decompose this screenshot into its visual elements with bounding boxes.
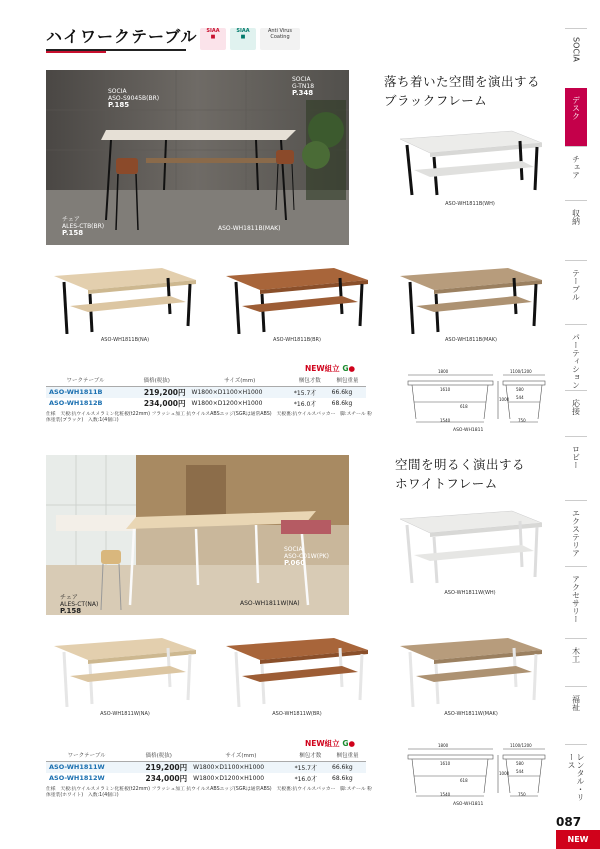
product-label: ASO-WH1811W(NA) [100, 711, 150, 717]
tab-label: 福祉 [571, 695, 581, 711]
product-label: ASO-WH1811W(WH) [444, 590, 496, 596]
table-row: ASO-WH1812B 234,000円 W1800×D1200×H1000 *16.0才 68.6kg [49, 398, 353, 408]
product-image-white-na [50, 632, 200, 707]
tab-7[interactable] [565, 436, 587, 500]
tab-label: アクセサリー [571, 575, 581, 623]
photo-caption-table: ASO-WH1811B(MAK) [218, 225, 281, 232]
siaa-logo-2: SIAA ■ [230, 28, 256, 50]
page-number: 087 [556, 815, 582, 829]
black-heading: 落ち着いた空間を演出する ブラックフレーム [384, 74, 541, 108]
tab-12[interactable] [565, 744, 587, 808]
anti-virus-logo: Anti Virus Coating [260, 28, 300, 50]
photo-caption-socia-2: SOCIA G-TN18 P.348 [292, 76, 315, 97]
product-image-white-mak [396, 632, 546, 707]
photo-caption-chair: チェア ALES-CTB(BR) P.158 [62, 216, 105, 237]
tab-label: 木工 [571, 647, 581, 663]
product-label: ASO-WH1811B(BR) [273, 337, 321, 343]
tab-label: レンタル・リース [567, 753, 585, 801]
black-dimension-drawing: 1800 1100/1200 1610 580 544 1540 750 618 1000 ASO-WH1811 [398, 367, 558, 437]
tab-label: テーブル [571, 269, 581, 301]
product-image-black-wh [392, 125, 547, 197]
tab-2[interactable] [565, 146, 587, 200]
tab-1[interactable] [565, 88, 587, 146]
black-price-table: ワークテーブル 価格(税抜) サイズ(mm) 梱包才数 梱包重量 ASO-WH1811B 219,200円 W1800×D1100×H1000 *15.7才 66.6kg ASO-WH1812B 234,000円 W1800×D1200×H1000 *16.0才 68.6kg [46, 375, 366, 409]
tab-0[interactable] [565, 28, 587, 88]
tab-6[interactable] [565, 390, 587, 436]
product-image-black-mak [396, 262, 546, 334]
table-row: ASO-WH1811B 219,200円 W1800×D1100×H1000 *15.7才 66.6kg [46, 386, 366, 398]
new-assembly-badge: NEW組立 G● [305, 364, 356, 373]
category-tabs [565, 28, 587, 808]
siaa-logo: SIAA ■ [200, 28, 226, 50]
photo-caption-socia: SOCIA ASO-C01W(PK) P.060 [284, 546, 329, 567]
new-assembly-badge: NEW組立 G● [305, 739, 356, 748]
product-label: ASO-WH1811B(MAK) [444, 337, 498, 343]
tab-label: エクステリア [571, 509, 581, 557]
white-heading: 空間を明るく演出する ホワイトフレーム [395, 457, 526, 491]
tab-label: 収納 [571, 209, 581, 225]
tab-9[interactable] [565, 566, 587, 638]
product-image-black-na [50, 262, 200, 334]
tab-10[interactable] [565, 638, 587, 686]
table-row: ASO-WH1812W 234,000円 W1800×D1200×H1000 *16.0才 68.6kg [49, 773, 353, 783]
product-label: ASO-WH1811B(WH) [445, 201, 495, 207]
white-price-table: ワークテーブル 価格(税抜) サイズ(mm) 梱包才数 梱包重量 ASO-WH1811W 219,200円 W1800×D1100×H1000 *15.7才 66.6kg ASO-WH1812W 234,000円 W1800×D1200×H1000 *16.0才 68.6kg [46, 750, 366, 784]
tab-label: パーティション [571, 333, 581, 389]
photo-caption-socia-1: SOCIA ASO-S9045B(BR) P.185 [108, 88, 160, 109]
product-image-black-br [222, 262, 372, 334]
photo-caption-table: ASO-WH1811W(NA) [240, 600, 300, 607]
product-label: ASO-WH1811W(BR) [272, 711, 322, 717]
product-image-white-wh [392, 505, 547, 587]
title-underline-accent [46, 51, 106, 53]
tab-label: ロビー [571, 445, 581, 469]
new-label: NEW [556, 830, 600, 849]
table-row: ASO-WH1811W 219,200円 W1800×D1100×H1000 *15.7才 66.6kg [46, 761, 366, 773]
product-image-white-br [222, 632, 372, 707]
tab-label: SOCIA [571, 37, 581, 62]
product-label: ASO-WH1811W(MAK) [444, 711, 498, 717]
photo-caption-chair: チェア ALES-CT(NA) P.158 [60, 594, 99, 615]
tab-label: 応接 [571, 399, 581, 415]
page-title: ハイワークテーブル [46, 27, 198, 46]
product-label: ASO-WH1811B(NA) [100, 337, 150, 343]
tab-label: デスク [571, 96, 581, 120]
tab-label: チェア [571, 155, 581, 179]
white-spec-text: 仕様 天板:抗ウイルスメラミン化粧板(t22mm) フラッシュ加工 抗ウイルスABSエッジ(SGRは通常ABS) 天板裏:抗ウイルスバッカー 脚:スチール 粉体塗装(ホワイト) 入数:1(4個口) [46, 787, 372, 798]
white-dimension-drawing: 1800 1100/1200 1610 580 544 1540 750 618 1000 ASO-WH1811 [398, 741, 558, 811]
tab-3[interactable] [565, 200, 587, 260]
tab-5[interactable] [565, 324, 587, 390]
white-scene-photo [46, 455, 349, 615]
tab-11[interactable] [565, 686, 587, 744]
black-spec-text: 仕様 天板:抗ウイルスメラミン化粧板(t22mm) フラッシュ加工 抗ウイルスABSエッジ(SGRは通常ABS) 天板裏:抗ウイルスバッカー 脚:スチール 粉体塗装(ブラック) 入数:1(4個口) [46, 412, 372, 423]
tab-4[interactable] [565, 260, 587, 324]
tab-8[interactable] [565, 500, 587, 566]
